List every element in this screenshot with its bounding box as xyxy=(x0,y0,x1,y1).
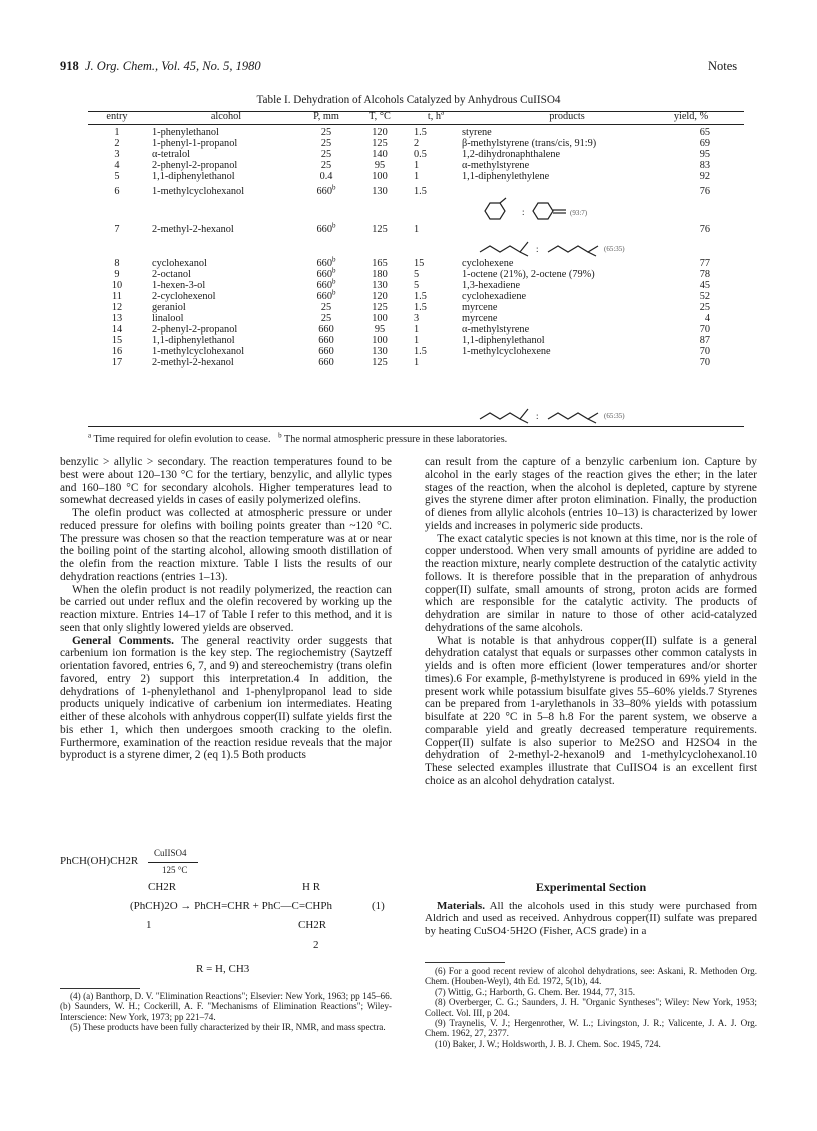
entry-cell: 6 xyxy=(114,186,120,197)
time-cell: 1.5 xyxy=(414,346,427,357)
entry-cell: 8 xyxy=(114,258,120,269)
paragraph: benzylic > allylic > secondary. The reaction temperatures found to be best were about 120–130 °C for the tertiary, benzylic, and allylic types and 160–180 °C for secondary alcohols. Higher temperatures lead to somewhat decreased yields in cases of easily polymerized olefins. xyxy=(60,456,392,507)
alcohol-cell: 2-phenyl-2-propanol xyxy=(152,160,238,171)
entry-cell: 13 xyxy=(111,313,123,324)
entry-cell: 11 xyxy=(112,291,122,302)
time-cell: 1.5 xyxy=(414,302,427,313)
yield-cell: 69 xyxy=(699,138,710,149)
svg-text:(65:35): (65:35) xyxy=(604,245,625,253)
temperature-cell: 130 xyxy=(372,186,388,197)
section-heading: Experimental Section xyxy=(535,880,647,894)
temperature-cell: 130 xyxy=(372,280,388,291)
alcohol-cell: 2-octanol xyxy=(152,269,191,280)
alcohol-cell: α-tetralol xyxy=(152,149,190,160)
table-header xyxy=(88,108,744,123)
right-column-text xyxy=(425,456,757,788)
footnote: (8) Overberger, C. G.; Saunders, J. H. "Organic Syntheses"; Wiley: New York, 1953; Collect. Vol. III, p 204. xyxy=(425,997,757,1018)
paragraph: What is notable is that anhydrous copper(II) sulfate is a general dehydration catalyst that equals or surpasses other common catalysts in yields and is often more efficient (lower temperatures and/or shorter times).6 For example, β-methylstyrene is produced in 69% yield in the present work while potassium bisulfate gives 55–60% yields.7 Styrenes can be prepared from 1-arylethanols in 33–80% yields with potassium bisulfate at 220 °C in 5–8 h.8 For the parent system, we observe a comparable yield and greatly decreased temperature requirements. Copper(II) sulfate is also superior to Me2SO and H2SO4 in the dehydration of 2-methyl-2-hexanol9 and 1-methylcyclohexanol.10 These selected examples illustrate that CuIISO4 is an excellent first choice as an alcohol dehydration catalyst. xyxy=(425,634,757,787)
pressure-cell: 0.4 xyxy=(319,171,333,182)
pressure-cell: 660 xyxy=(318,357,334,368)
methylcyclohexene-structures xyxy=(478,197,638,225)
temperature-cell: 125 xyxy=(372,224,388,235)
yield-cell: 92 xyxy=(699,171,710,182)
entry-cell: 14 xyxy=(111,324,123,335)
alcohol-cell: 1-phenylethanol xyxy=(152,127,219,138)
temperature-cell: 100 xyxy=(372,313,388,324)
alcohol-cell: geraniol xyxy=(152,302,186,313)
entry-cell: 7 xyxy=(114,224,120,235)
time-cell: 1.5 xyxy=(414,127,427,138)
entry-cell: 10 xyxy=(111,280,123,291)
pressure-cell: 25 xyxy=(320,138,332,149)
entry-cell: 4 xyxy=(114,160,120,171)
alcohol-cell: 1,1-diphenylethanol xyxy=(152,171,235,182)
time-cell: 1.5 xyxy=(414,291,427,302)
pressure-cell: 660$^b$ xyxy=(316,277,336,291)
temperature-cell: 180 xyxy=(372,269,388,280)
col-header-pressure: P, mm xyxy=(313,111,339,122)
equation-reagent: CuIISO4 xyxy=(154,848,187,858)
col-header-yield: yield, % xyxy=(673,111,709,122)
table-row xyxy=(88,358,744,376)
product-cell xyxy=(458,358,672,376)
time-cell: 1 xyxy=(414,171,420,182)
yield-cell: 25 xyxy=(699,302,710,313)
methylhexene-structures xyxy=(478,236,648,258)
experimental-text: Materials. All the alcohols used in this study were purchased from Aldrich and used as received. Anhydrous copper(II) sulfate was prepared by heating CuSO4·5H2O (Fisher, ACS grade) in a xyxy=(425,900,757,937)
time-cell: 1.5 xyxy=(414,186,427,197)
alcohol-cell: 1,1-diphenylethanol xyxy=(152,335,235,346)
table-row xyxy=(88,187,744,225)
section-label: Notes xyxy=(708,59,738,73)
entry-cell: 2 xyxy=(114,138,120,149)
time-cell: 15 xyxy=(414,258,425,269)
time-cell: 1 xyxy=(414,357,420,368)
journal-citation: J. Org. Chem., Vol. 45, No. 5, 1980 xyxy=(85,59,261,73)
table-row xyxy=(88,172,744,183)
equation-r-definition: R = H, CH3 xyxy=(196,963,250,975)
temperature-cell: 125 xyxy=(372,357,388,368)
footnote: (9) Traynelis, V. J.; Hergenrother, W. L.; Livingston, J. R.; Valicente, J. A. J. Org. Chem. 1962, 27, 2377. xyxy=(425,1018,757,1039)
product-cell: α-methylstyrene xyxy=(462,324,530,335)
pressure-cell: 25 xyxy=(320,149,332,160)
temperature-cell: 120 xyxy=(372,291,388,302)
time-cell: 1 xyxy=(414,335,420,346)
alcohol-cell: 2-cyclohexenol xyxy=(152,291,216,302)
time-cell: 2 xyxy=(414,138,420,149)
yield-cell: 76 xyxy=(699,186,710,197)
temperature-cell: 125 xyxy=(372,302,388,313)
pressure-cell: 660$^b$ xyxy=(316,221,336,235)
equation-substituent: CH2R xyxy=(298,919,327,931)
alcohol-cell: 1-methylcyclohexanol xyxy=(152,186,245,197)
footnote: (4) (a) Banthorp, D. V. "Elimination Reactions"; Elsevier: New York, 1963; pp 145–66. (b) Saunders, W. H.; Cockerill, A. F. "Mechanisms of Elimination Reactions"; Wiley-Interscience: New York, 1973; pp 221–74. xyxy=(60,991,392,1022)
left-column-text xyxy=(60,456,392,762)
ratio-label: (93:7) xyxy=(570,209,588,217)
time-cell: 0.5 xyxy=(414,149,427,160)
pressure-cell: 660$^b$ xyxy=(316,288,336,302)
svg-text::: : xyxy=(536,411,539,421)
yield-cell: 65 xyxy=(699,127,710,138)
product-cell: 1,3-hexadiene xyxy=(462,280,521,291)
temperature-cell: 140 xyxy=(372,149,388,160)
alcohol-cell: 2-phenyl-2-propanol xyxy=(152,324,238,335)
product-cell: α-methylstyrene xyxy=(462,160,530,171)
right-footnotes xyxy=(425,966,757,1049)
pressure-cell: 660 xyxy=(318,324,334,335)
alcohol-cell: 2-methyl-2-hexanol xyxy=(152,357,234,368)
entry-cell: 3 xyxy=(114,149,120,160)
product-cell: β-methylstyrene (trans/cis, 91:9) xyxy=(462,138,597,149)
product-cell: 1,2-dihydronaphthalene xyxy=(462,149,561,160)
yield-cell: 52 xyxy=(699,291,710,302)
pressure-cell: 25 xyxy=(320,313,332,324)
temperature-cell: 100 xyxy=(372,171,388,182)
col-header-products: products xyxy=(549,111,585,122)
paragraph: The exact catalytic species is not known at this time, nor is the role of copper understood. When very small amounts of pyridine are added to the reaction mixture, nearly complete destruction of the catalytic activity follows. It is therefore possible that in the preparation of anhydrous copper(II) sulfate, small amounts of strong, proton acids are formed which are responsible for the catalytic activity. The products of dehydration are similar in nature to those of other acid-catalyzed dehydrations of the same alcohols. xyxy=(425,532,757,634)
table-header-rule xyxy=(88,124,744,125)
product-cell: myrcene xyxy=(462,313,498,324)
compound-label-1: 1 xyxy=(146,919,152,931)
temperature-cell: 100 xyxy=(372,335,388,346)
time-cell: 1 xyxy=(414,224,420,235)
pressure-cell: 660$^b$ xyxy=(316,255,336,269)
entry-cell: 9 xyxy=(114,269,120,280)
yield-cell: 83 xyxy=(699,160,710,171)
reaction-arrow xyxy=(148,862,198,863)
yield-cell: 4 xyxy=(704,313,710,324)
paragraph: When the olefin product is not readily polymerized, the reaction can be carried out under reflux and the olefin recovered by working up the reaction mixture. Entries 14–17 of Table I refer to this method, and it is seen that only slightly lowered yields are observed. xyxy=(60,583,392,634)
yield-cell: 78 xyxy=(699,269,710,280)
temperature-cell: 130 xyxy=(372,346,388,357)
time-cell: 5 xyxy=(414,280,420,291)
product-cell: styrene xyxy=(462,127,492,138)
table-caption: Table I. Dehydration of Alcohols Catalyzed by Anhydrous CuIISO4 xyxy=(256,94,561,106)
pressure-cell: 25 xyxy=(320,160,332,171)
product-cell: myrcene xyxy=(462,302,498,313)
entry-cell: 17 xyxy=(111,357,123,368)
yield-cell: 70 xyxy=(699,324,710,335)
equation-main: (PhCH)2O → PhCH=CHR + PhC—C=CHPh xyxy=(130,900,332,912)
equation-temperature: 125 °C xyxy=(162,865,188,875)
alcohol-cell: 1-hexen-3-ol xyxy=(152,280,206,291)
svg-text::: : xyxy=(536,244,539,254)
svg-text::: : xyxy=(522,207,525,217)
temperature-cell: 95 xyxy=(374,160,386,171)
col-header-temperature: T, °C xyxy=(369,111,391,122)
table-bottom-rule xyxy=(88,426,744,427)
paragraph: can result from the capture of a benzylic carbenium ion. Capture by alcohol in the early stages of the reaction gives the ether; in the later stages of the reaction, when the alcohol is depleted, capture by styrene gives the styrene dimer after proton elimination. Finally, the production of dienes from allylic alcohols (entries 10–13) is characterized by lower yields and increases in polymeric side products. xyxy=(425,456,757,532)
equation-reactant: PhCH(OH)CH2R xyxy=(60,855,139,867)
product-cell: 1,1-diphenylethanol xyxy=(462,335,545,346)
time-cell: 1 xyxy=(414,324,420,335)
yield-cell: 95 xyxy=(699,149,710,160)
time-cell: 5 xyxy=(414,269,420,280)
temperature-cell: 120 xyxy=(372,127,388,138)
svg-text:(65:35): (65:35) xyxy=(604,412,625,420)
yield-cell: 77 xyxy=(699,258,710,269)
yield-cell: 70 xyxy=(699,357,710,368)
temperature-cell: 125 xyxy=(372,138,388,149)
col-header-entry: entry xyxy=(106,111,128,122)
product-cell: 1-octene (21%), 2-octene (79%) xyxy=(462,269,595,280)
running-header xyxy=(60,59,261,74)
alcohol-cell: cyclohexanol xyxy=(152,258,207,269)
time-cell: 1 xyxy=(414,160,420,171)
methylhexene-structures-17 xyxy=(478,403,648,425)
compound-label-2: 2 xyxy=(313,939,319,951)
pressure-cell: 660$^b$ xyxy=(316,183,336,197)
product-cell: cyclohexadiene xyxy=(462,291,527,302)
pressure-cell: 660$^b$ xyxy=(316,266,336,280)
footnote-rule xyxy=(60,988,140,989)
col-header-alcohol: alcohol xyxy=(210,111,242,122)
equation-substituent: H R xyxy=(302,881,321,893)
footnote: (5) These products have been fully characterized by their IR, NMR, and mass spectra. xyxy=(70,1022,386,1033)
pressure-cell: 25 xyxy=(320,302,332,313)
entry-cell: 15 xyxy=(111,335,123,346)
page-number: 918 xyxy=(60,59,79,73)
product-cell: 1-methylcyclohexene xyxy=(462,346,551,357)
time-cell: 3 xyxy=(414,313,420,324)
yield-cell: 87 xyxy=(699,335,710,346)
footnote: (7) Wittig, G.; Harborth, G. Chem. Ber. 1944, 77, 315. xyxy=(435,986,636,997)
paragraph: The olefin product was collected at atmospheric pressure or under reduced pressure for olefins with boiling points greater than ~120 °C. The pressure was chosen so that the reaction temperature was at or near the boiling point of the starting alcohol, allowing smooth distillation of the olefin from the reaction mixture. Table I lists the results of our dehydration reactions (entries 1–13). xyxy=(60,507,392,583)
entry-cell: 12 xyxy=(111,302,123,313)
paragraph: General Comments. The general reactivity order suggests that carbenium ion formation is the key step. The regiochemistry (Saytzeff orientation favored, entries 6, 7, and 9) and stereochemistry (trans olefin favored, entry 2) support this interpretation.4 In addition, the dehydrations of 1-phenylethanol and 1-phenylpropanol lead to side products uniquely indicative of carbenium ion intermediates. Heating either of these alcohols with anhydrous copper(II) sulfate yields first the bis ether 1, which then undergoes smooth cracking to the olefin. Furthermore, examination of the reaction residue reveals that the major byproduct is a styrene dimer, 2 (eq 1).5 Both products xyxy=(60,634,392,762)
equation-substituent: CH2R xyxy=(148,881,177,893)
product-cell: 1,1-diphenylethylene xyxy=(462,171,550,182)
entry-cell: 16 xyxy=(111,346,123,357)
equation-number: (1) xyxy=(372,900,385,912)
alcohol-cell: 2-methyl-2-hexanol xyxy=(152,224,234,235)
entry-cell: 1 xyxy=(114,127,120,138)
product-cell: cyclohexene xyxy=(462,258,514,269)
footnote: (10) Baker, J. W.; Holdsworth, J. B. J. Chem. Soc. 1945, 724. xyxy=(435,1038,661,1049)
footnote-rule xyxy=(425,962,505,963)
pressure-cell: 660 xyxy=(318,346,334,357)
alcohol-cell: 1-phenyl-1-propanol xyxy=(152,138,238,149)
entry-cell: 5 xyxy=(114,171,120,182)
temperature-cell: 165 xyxy=(372,258,388,269)
yield-cell: 70 xyxy=(699,346,710,357)
col-header-time: t, $h^a$ xyxy=(427,108,445,122)
pressure-cell: 25 xyxy=(320,127,332,138)
temperature-cell: 95 xyxy=(374,324,386,335)
left-footnotes xyxy=(60,991,392,1033)
yield-cell: 45 xyxy=(699,280,710,291)
alcohol-cell: linalool xyxy=(152,313,184,324)
table-footnotes: $^a$ Time required for olefin evolution to cease. $^b$ The normal atmospheric pressure in these laboratories. xyxy=(88,431,508,445)
footnote: (6) For a good recent review of alcohol dehydrations, see: Askani, R. Methoden Org. Chem. (Houben-Weyl), 4th Ed. 1972, 5(1b), 44. xyxy=(425,966,757,987)
alcohol-cell: 1-methylcyclohexanol xyxy=(152,346,245,357)
yield-cell: 76 xyxy=(699,224,710,235)
pressure-cell: 660 xyxy=(318,335,334,346)
